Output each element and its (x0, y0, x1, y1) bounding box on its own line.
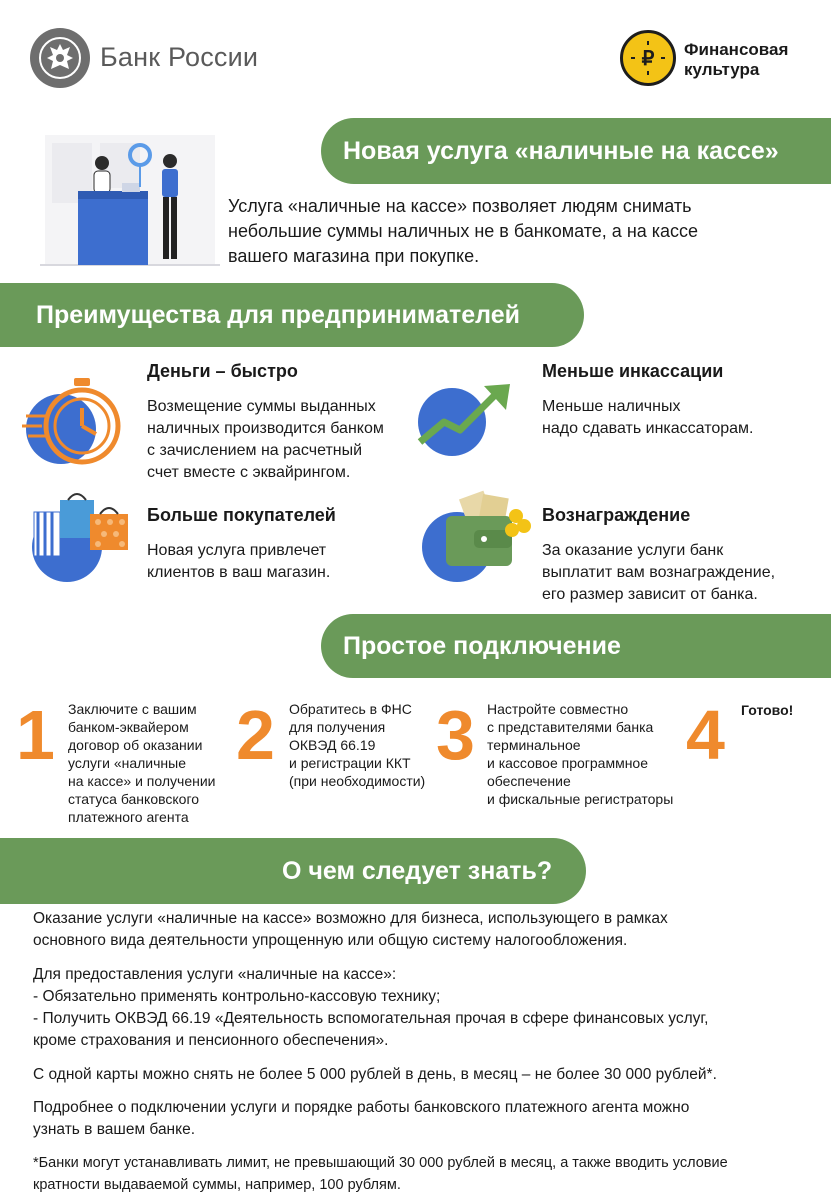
benefits-banner (0, 283, 584, 347)
benefit-title: Больше покупателей (147, 505, 336, 525)
fk-line2: культура (684, 60, 760, 79)
step-text: (при необходимости) (289, 773, 426, 789)
shopping-bags-icon (28, 490, 138, 585)
benefit-text: наличных производится банком (147, 420, 384, 437)
intro-line: Услуга «наличные на кассе» позволяет людям снимать (228, 196, 692, 216)
benefits-title: Преимущества для предпринимателей (36, 300, 520, 329)
step-text: на кассе» и получении (68, 773, 216, 789)
new-service-title: Новая услуга «наличные на кассе» (343, 136, 779, 165)
bank-name: Банк России (100, 42, 259, 72)
step-text: договор об оказании (68, 737, 203, 753)
info-banner (0, 838, 586, 904)
step-text: Настройте совместно (487, 701, 629, 717)
step-text: терминальное (487, 737, 581, 753)
step-number: 1 (16, 696, 55, 774)
step-text: для получения (289, 719, 386, 735)
para-line: Подробнее о подключении услуги и порядке работы банковского платежного агента можно (33, 1099, 690, 1116)
benefit-text: клиентов в ваш магазин. (147, 564, 331, 581)
stopwatch-icon (22, 372, 134, 472)
info-paragraph-3 (33, 1064, 803, 1086)
cashier-illustration (40, 125, 220, 270)
intro-line: небольшие суммы наличных не в банкомате, а на кассе (228, 221, 699, 241)
new-service-banner (321, 118, 831, 184)
step-text: банком-эквайером (68, 719, 189, 735)
benefit-text: выплатит вам вознаграждение, (542, 564, 776, 581)
benefit-text: его размер зависит от банка. (542, 586, 758, 603)
step-text: платежного агента (68, 809, 189, 825)
footnote (33, 1152, 803, 1196)
fk-line1: Финансовая (684, 40, 789, 59)
para-line: Оказание услуги «наличные на кассе» возможно для бизнеса, использующего в рамках (33, 910, 668, 927)
bank-of-russia-emblem-icon (30, 28, 90, 88)
para-line: - Обязательно применять контрольно-кассовую технику; (33, 988, 441, 1005)
step-number: 3 (436, 696, 475, 774)
benefit-reward (542, 505, 812, 606)
step-4 (741, 701, 821, 719)
note-line: *Банки могут устанавливать лимит, не превышающий 30 000 рублей в месяц, а также вводить условие (33, 1155, 728, 1171)
para-line: узнать в вашем банке. (33, 1121, 196, 1138)
benefit-title: Деньги – быстро (147, 361, 298, 381)
info-paragraph-2 (33, 964, 803, 1052)
service-intro (228, 194, 788, 269)
step-number: 2 (236, 696, 275, 774)
financial-culture-logo-icon (620, 30, 676, 86)
step-text: обеспечение (487, 773, 571, 789)
benefit-text: с зачислением на расчетный (147, 442, 363, 459)
benefit-title: Меньше инкассации (542, 361, 724, 381)
benefit-less-collection (542, 361, 802, 440)
step-text: статуса банковского (68, 791, 200, 807)
info-title: О чем следует знать? (282, 856, 553, 885)
benefit-title: Вознаграждение (542, 505, 691, 525)
step-1 (68, 700, 238, 826)
intro-line: вашего магазина при покупке. (228, 246, 480, 266)
step-text: и регистрации ККТ (289, 755, 411, 771)
step-text: Обратитесь в ФНС (289, 701, 412, 717)
para-line: - Получить ОКВЭД 66.19 «Деятельность вспомогательная прочая в сфере финансовых услуг, (33, 1010, 709, 1027)
benefit-fast-money (147, 361, 417, 484)
benefit-text: За оказание услуги банк (542, 542, 724, 559)
para-line: С одной карты можно снять не более 5 000 рублей в день, в месяц – не более 30 000 рублей*. (33, 1066, 717, 1083)
step-number: 4 (686, 696, 725, 774)
connection-banner (321, 614, 831, 678)
para-line: основного вида деятельности упрощенную или общую систему налогообложения. (33, 932, 628, 949)
benefit-more-customers (147, 505, 417, 584)
step-3 (487, 700, 687, 808)
benefit-text: Возмещение суммы выданных (147, 398, 376, 415)
growth-arrow-icon (414, 382, 514, 462)
step-text: ОКВЭД 66.19 (289, 737, 376, 753)
step-text: Заключите с вашим (68, 701, 197, 717)
step-text: с представителями банка (487, 719, 654, 735)
financial-culture-title (684, 40, 788, 80)
step-text: услуги «наличные (68, 755, 186, 771)
info-paragraph-1 (33, 908, 803, 952)
benefit-text: Меньше наличных (542, 398, 681, 415)
svg-text:₽: ₽ (641, 48, 655, 70)
note-line: кратности выдаваемой суммы, например, 100 рублям. (33, 1177, 401, 1193)
benefit-text: Новая услуга привлечет (147, 542, 327, 559)
step-2 (289, 700, 449, 790)
wallet-icon (420, 490, 532, 585)
step-done-text: Готово! (741, 702, 794, 718)
info-paragraph-4 (33, 1097, 803, 1141)
para-line: Для предоставления услуги «наличные на кассе»: (33, 966, 397, 983)
para-line: кроме страхования и пенсионного обеспечения». (33, 1032, 389, 1049)
connection-title: Простое подключение (343, 631, 621, 660)
benefit-text: счет вместе с эквайрингом. (147, 464, 351, 481)
step-text: и фискальные регистраторы (487, 791, 674, 807)
step-text: и кассовое программное (487, 755, 648, 771)
benefit-text: надо сдавать инкассаторам. (542, 420, 754, 437)
